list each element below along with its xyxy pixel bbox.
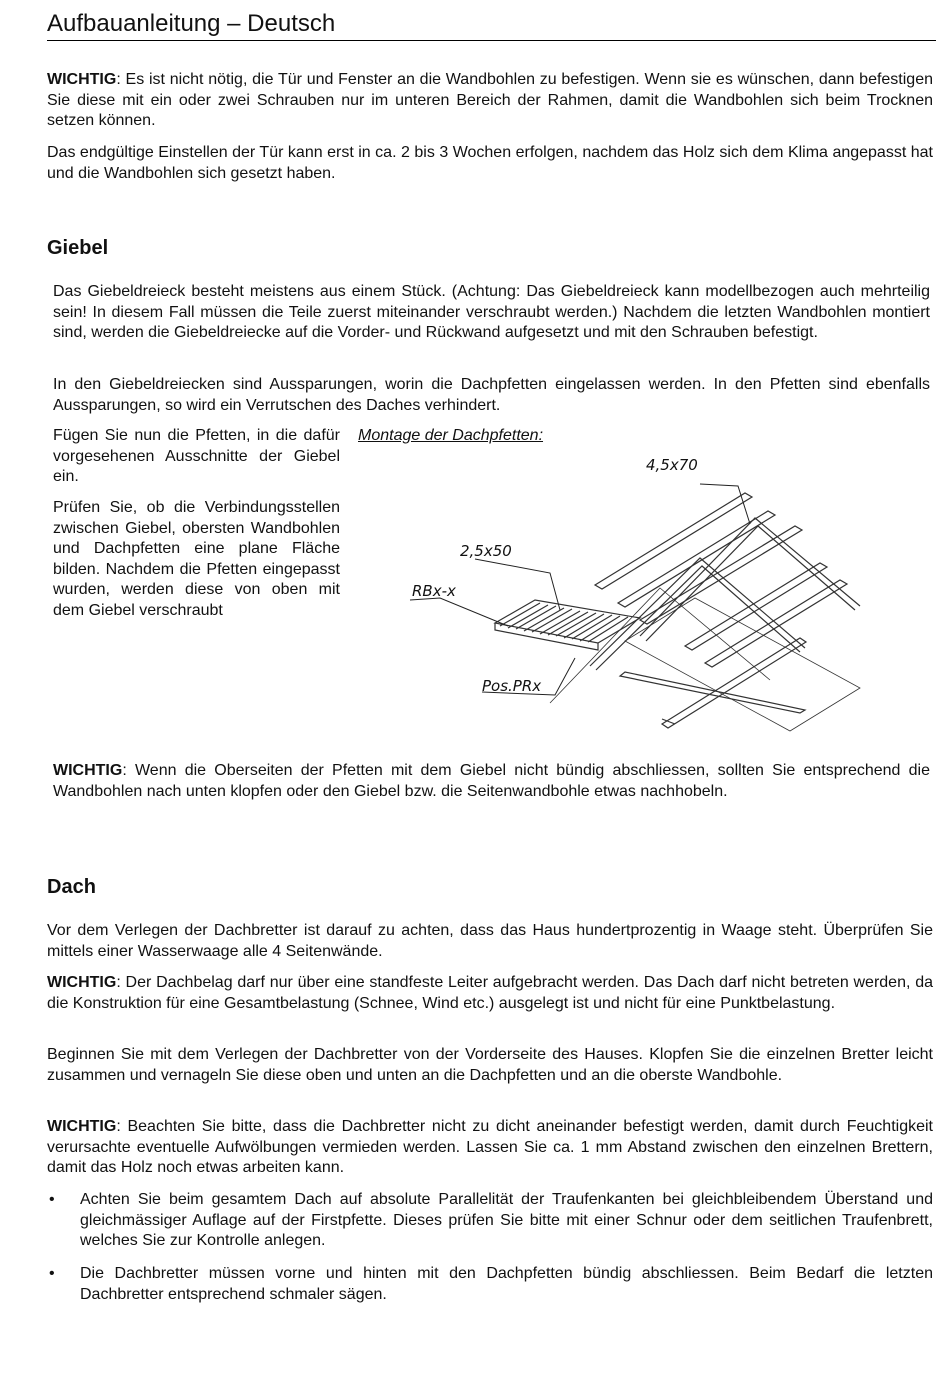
dach-paragraph-2 bbox=[47, 973, 933, 1014]
label-screw-small: 2,5x50 bbox=[460, 542, 512, 560]
intro-paragraph-1-text: : Es ist nicht nötig, die Tür und Fenster an die Wandbohlen zu befestigen. Wenn sie es wünschen, dann befestigen Sie diese mit ein oder zwei Schrauben nur im unteren Bereich der Rahmen, damit die Wandbohlen sich beim Trocknen setzen können. bbox=[47, 71, 933, 129]
giebel-left-paragraph-1: Fügen Sie nun die Pfetten, in die dafür vorgesehenen Ausschnitte der Giebel ein. bbox=[53, 427, 340, 485]
dach-paragraph-2-text: : Der Dachbelag darf nur über eine standfeste Leiter aufgebracht werden. Das Dach darf nicht betreten werden, da die Konstruktion für eine Gesamtbelastung (Schnee, Wind etc.) ausgelegt ist und nicht für eine Punktbelastung. bbox=[47, 974, 933, 1012]
section-heading-giebel: Giebel bbox=[47, 237, 109, 259]
leader-lines bbox=[410, 484, 750, 695]
label-purlin: Pos.PRx bbox=[482, 677, 542, 695]
giebel-warning bbox=[53, 761, 930, 802]
bullet-item: Achten Sie beim gesamtem Dach auf absolute Parallelität der Traufenkanten bei gleichbleibendem Überstand und gleichmässiger Auflage auf der Firstpfette. Dieses prüfen Sie bitte mit einer Schnur oder dem seitlichen Traufenbrett, welches Sie zur Kontrolle anlegen. bbox=[80, 1191, 933, 1249]
important-label: WICHTIG bbox=[53, 762, 123, 779]
giebel-left-paragraph-2: Prüfen Sie, ob die Verbindungsstellen zwischen Giebel, obersten Wandbohlen und Dachpfetten eine plane Fläche bilden. Nachdem die Pfetten eingepasst wurden, werden diese von oben mit dem Giebel verschraubt bbox=[53, 499, 340, 619]
important-label: WICHTIG bbox=[47, 974, 117, 991]
purlins bbox=[595, 493, 860, 731]
figure-caption: Montage der Dachpfetten: bbox=[358, 427, 544, 444]
dach-paragraph-4 bbox=[47, 1117, 933, 1179]
roof-board-panel bbox=[495, 600, 640, 650]
bullet-marker: • bbox=[49, 1191, 55, 1208]
label-board: RBx-x bbox=[412, 582, 456, 600]
dach-paragraph-1: Vor dem Verlegen der Dachbretter ist darauf zu achten, dass das Haus hundertprozentig in Waage steht. Überprüfen Sie mittels einer Wasserwaage alle 4 Seitenwände. bbox=[47, 922, 933, 960]
bullet-item: Die Dachbretter müssen vorne und hinten mit den Dachpfetten bündig abschliessen. Beim Bedarf die letzten Dachbretter entsprechend schmaler sägen. bbox=[80, 1265, 933, 1303]
giebel-paragraph-2: In den Giebeldreiecken sind Aussparungen, worin die Dachpfetten eingelassen werden. In den Pfetten sind ebenfalls Aussparungen, so wird ein Verrutschen des Daches verhindert. bbox=[53, 376, 930, 414]
giebel-paragraph-1: Das Giebeldreieck besteht meistens aus einem Stück. (Achtung: Das Giebeldreieck kann modellbezogen auch mehrteilig sein! In diesem Fall müssen die Teile zuerst miteinander verschraubt werden.) Nachdem die letzten Wandbohlen montiert sind, werden die Giebeldreiecke auf die Vorder- und Rückwand aufgesetzt und mit den Schrauben befestigt. bbox=[53, 283, 930, 341]
section-heading-dach: Dach bbox=[47, 876, 96, 898]
roof-purlin-assembly-diagram bbox=[400, 448, 880, 738]
important-label: WICHTIG bbox=[47, 1118, 117, 1135]
giebel-warning-text: : Wenn die Oberseiten der Pfetten mit dem Giebel nicht bündig abschliessen, sollten Sie entsprechend die Wandbohlen nach unten klopfen oder den Giebel bzw. die Seitenwandbohle etwas nachhobeln. bbox=[53, 762, 930, 800]
important-label: WICHTIG bbox=[47, 71, 117, 88]
label-screw-large: 4,5x70 bbox=[646, 456, 698, 474]
intro-paragraph-1 bbox=[47, 70, 933, 132]
page-header bbox=[47, 8, 936, 41]
bullet-marker: • bbox=[49, 1265, 55, 1282]
dach-paragraph-3: Beginnen Sie mit dem Verlegen der Dachbretter von der Vorderseite des Hauses. Klopfen Sie die einzelnen Bretter leicht zusammen und vernageln Sie diese oben und unten an die Dachpfetten und an die oberste Wandbohle. bbox=[47, 1046, 933, 1084]
dach-paragraph-4-text: : Beachten Sie bitte, dass die Dachbretter nicht zu dicht aneinander befestigt werden, damit durch Feuchtigkeit verursachte eventuelle Aufwölbungen vermieden werden. Lassen Sie ca. 1 mm Abstand zwischen den einzelnen Brettern, damit das Holz noch etwas arbeiten kann. bbox=[47, 1118, 933, 1176]
page-title: Aufbauanleitung – Deutsch bbox=[47, 10, 336, 37]
intro-paragraph-2: Das endgültige Einstellen der Tür kann erst in ca. 2 bis 3 Wochen erfolgen, nachdem das Holz sich dem Klima angepasst hat und die Wandbohlen sich gesetzt haben. bbox=[47, 144, 933, 182]
